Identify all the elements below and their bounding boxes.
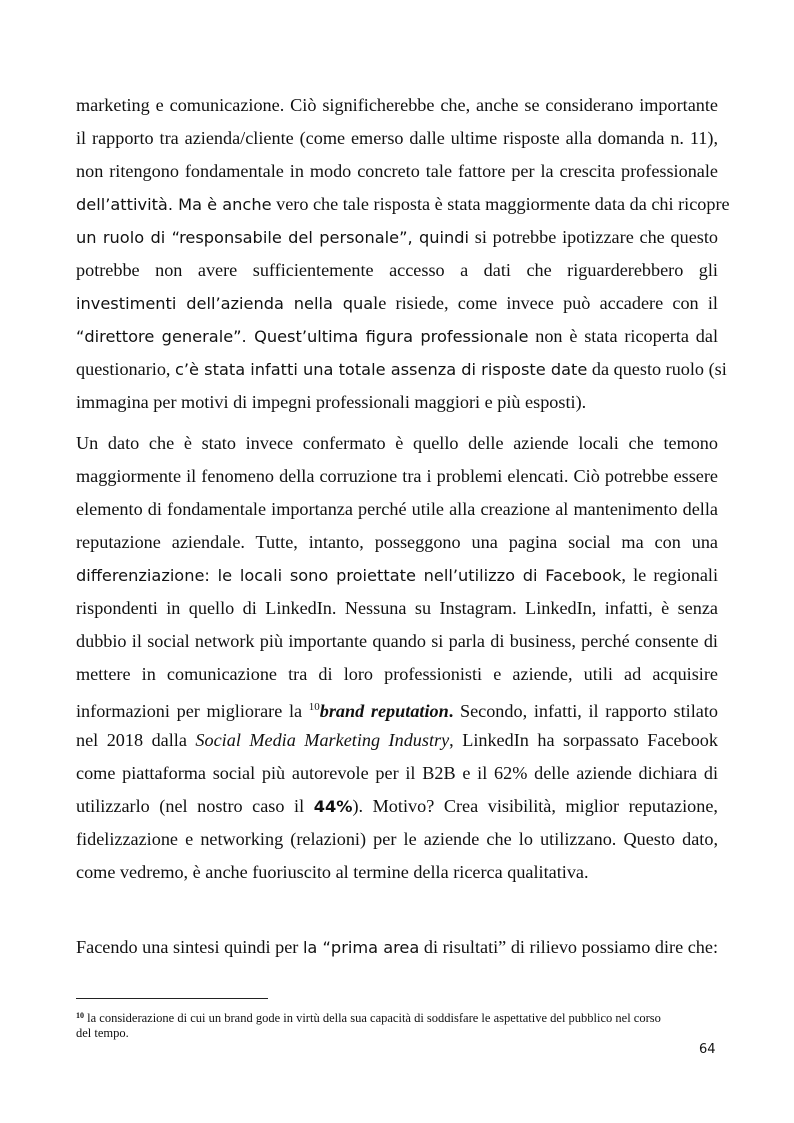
text-run: elemento di fondamentale importanza perché utile alla creazione al mantenimento della xyxy=(76,499,718,519)
text-run: non è stata ricoperta dal xyxy=(528,326,718,346)
text-run: potrebbe non avere sufficientemente accesso a dati che riguarderebbero gli xyxy=(76,260,718,280)
body-text-line xyxy=(76,697,718,721)
text-run: rispondenti in quello di LinkedIn. Nessuna su Instagram. LinkedIn, infatti, è senza xyxy=(76,598,718,618)
footnote-text: la considerazione di cui un brand gode in virtù della sua capacità di soddisfare le aspettative del pubblico nel corso xyxy=(84,1011,661,1025)
highlighted-text-run: la “prima area xyxy=(302,938,420,957)
text-run: ). Motivo? Crea visibilità, miglior reputazione, xyxy=(352,796,718,816)
footnote-separator xyxy=(76,998,268,999)
text-run: Facendo una sintesi quindi per xyxy=(76,937,303,957)
text-run: si potrebbe ipotizzare che questo xyxy=(469,227,718,247)
body-text-line xyxy=(76,359,727,380)
text-run: immagina per motivi di impegni professionali maggiori e più esposti). xyxy=(76,392,587,412)
text-run: da questo ruolo (si xyxy=(587,359,727,379)
body-text-line xyxy=(76,730,718,750)
text-run: come piattaforma social più autorevole per il B2B e il 62% delle aziende dichiara di xyxy=(76,763,718,783)
text-run: . xyxy=(448,701,454,721)
text-run: il rapporto tra azienda/cliente (come emerso dalle ultime risposte alla domanda n. 11), xyxy=(76,128,718,148)
body-text-line xyxy=(76,664,718,684)
text-run: come vedremo, è anche fuoriuscito al termine della ricerca qualitativa. xyxy=(76,862,589,882)
body-text-line xyxy=(76,796,718,817)
body-text-line xyxy=(76,194,730,215)
body-text-line xyxy=(76,631,718,651)
body-text-line xyxy=(76,499,718,519)
body-text-line xyxy=(76,829,718,849)
highlighted-text-run: investimenti dell’azienda nella qua xyxy=(76,294,374,313)
highlighted-text-run: un ruolo di “responsabile del personale”, quindi xyxy=(76,228,470,247)
highlighted-text-run: dell’attività. Ma è anche xyxy=(76,195,272,214)
body-text-line xyxy=(76,260,718,280)
text-run: dubbio il social network più importante quando si parla di business, perché consente di xyxy=(76,631,718,651)
text-run: mettere in comunicazione tra di loro professionisti e aziende, utili ad acquisire xyxy=(76,664,718,684)
body-text-line xyxy=(76,433,718,453)
text-run: nel 2018 dalla xyxy=(76,730,196,750)
text-run: fidelizzazione e networking (relazioni) per le aziende che lo utilizzano. Questo dato, xyxy=(76,829,718,849)
text-run: le risiede, come invece può accadere con il xyxy=(373,293,718,313)
body-text-line xyxy=(76,227,718,248)
text-run: , LinkedIn ha sorpassato Facebook xyxy=(449,730,718,750)
footnote-reference[interactable]: 10 xyxy=(308,701,320,713)
body-text-line xyxy=(76,392,718,412)
text-run: maggiormente il fenomeno della corruzione tra i problemi elencati. Ciò potrebbe essere xyxy=(76,466,718,486)
italic-text: Social Media Marketing Industry xyxy=(195,730,450,750)
footnote-number: 10 xyxy=(76,1011,84,1020)
body-text-line xyxy=(76,466,718,486)
text-run: reputazione aziendale. Tutte, intanto, posseggono una pagina social ma con una xyxy=(76,532,718,552)
text-run: utilizzarlo (nel nostro caso il xyxy=(76,796,314,816)
body-text-line xyxy=(76,293,718,314)
emphasis-text: brand reputation xyxy=(319,701,449,721)
text-run: Secondo, infatti, il rapporto stilato xyxy=(453,701,719,721)
text-run: Un dato che è stato invece confermato è quello delle aziende locali che temono xyxy=(76,433,718,453)
body-text-line xyxy=(76,763,718,783)
body-text-line xyxy=(76,95,718,115)
body-text-line xyxy=(76,161,718,181)
body-text-line xyxy=(76,326,718,347)
bold-percentage: 44% xyxy=(313,797,353,816)
body-text-line xyxy=(76,565,718,586)
footnote xyxy=(76,1009,718,1025)
body-text-line xyxy=(76,937,718,958)
page-number: 64 xyxy=(699,1042,716,1057)
highlighted-text-run: “direttore generale”. Quest’ultima figura professionale xyxy=(76,327,529,346)
highlighted-text-run: c’è stata infatti una totale assenza di risposte date xyxy=(175,360,588,379)
footnote-text: del tempo. xyxy=(76,1026,129,1040)
body-text-line xyxy=(76,532,718,552)
text-run: questionario, xyxy=(76,359,176,379)
footnote-continuation xyxy=(76,1026,718,1040)
text-run: , le regionali xyxy=(621,565,718,585)
text-run: non ritengono fondamentale in modo concreto tale fattore per la crescita professionale xyxy=(76,161,718,181)
text-run: informazioni per migliorare la xyxy=(76,701,309,721)
text-run: di risultati” di rilievo possiamo dire che: xyxy=(419,937,719,957)
body-text-line xyxy=(76,128,718,148)
body-text-line xyxy=(76,862,718,882)
highlighted-text-run: differenziazione: le locali sono proiettate nell’utilizzo di Facebook xyxy=(76,566,622,585)
text-run: marketing e comunicazione. Ciò significherebbe che, anche se considerano importante xyxy=(76,95,718,115)
text-run: vero che tale risposta è stata maggiormente data da chi ricopre xyxy=(271,194,730,214)
body-text-line xyxy=(76,598,718,618)
